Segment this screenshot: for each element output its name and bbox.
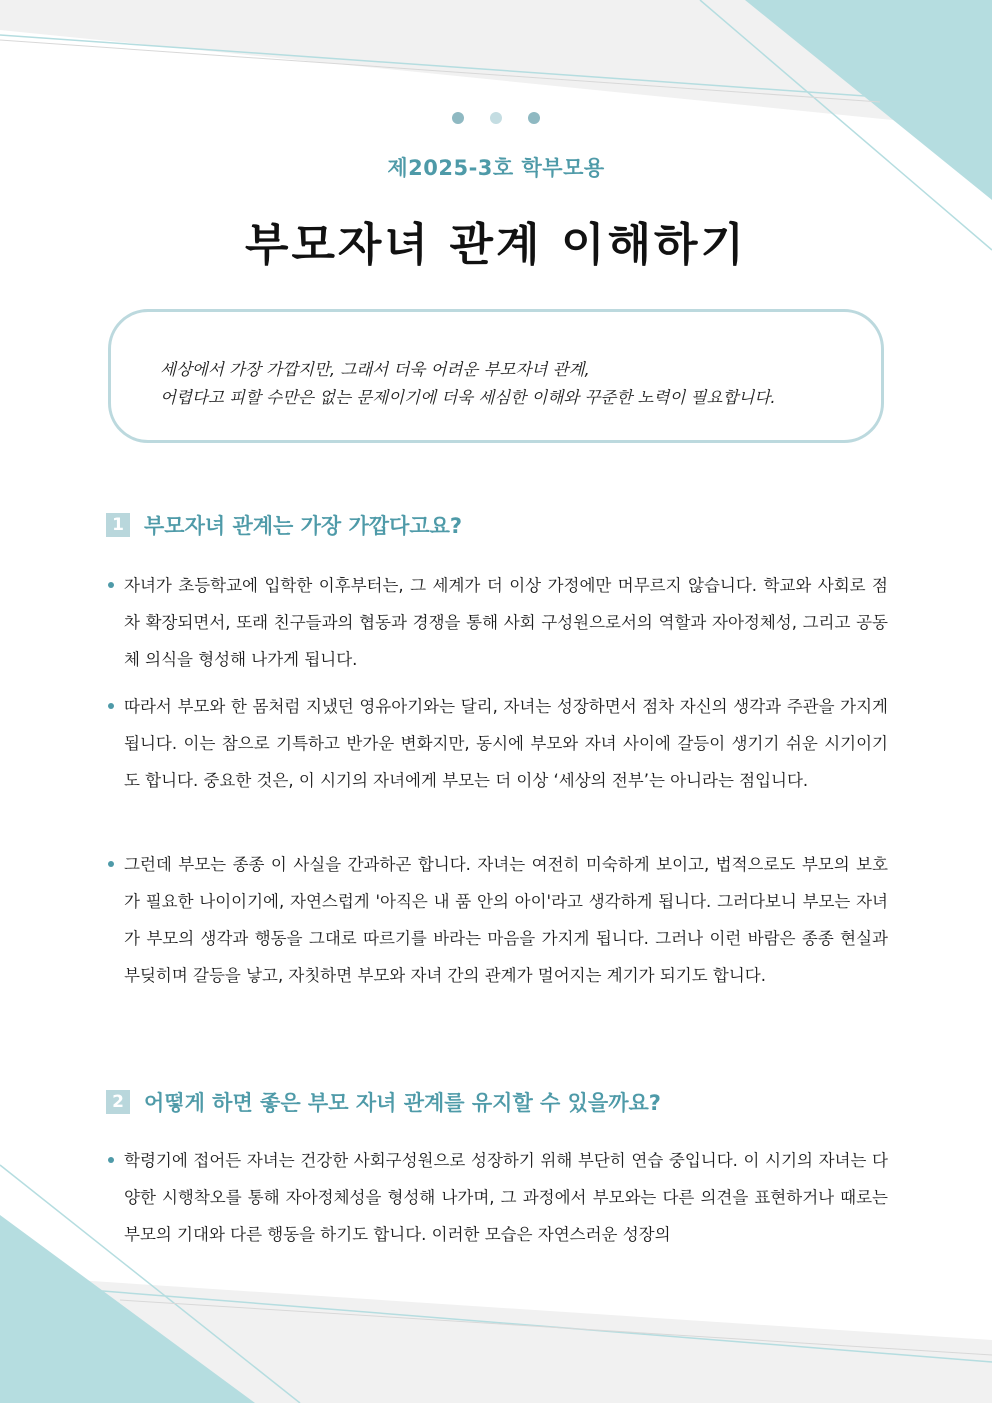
bullet-paragraph bbox=[108, 846, 888, 994]
intro-line: 세상에서 가장 가깝지만, 그래서 더욱 어려운 부모자녀 관계, bbox=[160, 360, 590, 379]
bullet-icon bbox=[108, 1157, 114, 1163]
dot-icon bbox=[528, 112, 540, 124]
section-number-badge: 2 bbox=[106, 1090, 130, 1114]
intro-line: 어렵다고 피할 수만은 없는 문제이기에 더욱 세심한 이해와 꾸준한 노력이 필요합니다. bbox=[160, 388, 776, 407]
bullet-icon bbox=[108, 703, 114, 709]
bullet-paragraph bbox=[108, 688, 888, 799]
section-title: 부모자녀 관계는 가장 가깝다고요? bbox=[144, 514, 463, 538]
paragraph-text: 학령기에 접어든 자녀는 건강한 사회구성원으로 성장하기 위해 부단히 연습 중입니다. 이 시기의 자녀는 다양한 시행착오를 통해 자아정체성을 형성해 나가며, 그 과정에서 부모와는 다른 의견을 표현하거나 때로는 부모의 기대와 다른 행동을 하기도 합니다. 이러한 모습은 자연스러운 성장의 bbox=[124, 1151, 888, 1244]
page-title: 부모자녀 관계 이해하기 bbox=[244, 218, 748, 271]
decorative-dots bbox=[0, 109, 992, 128]
paragraph-text: 따라서 부모와 한 몸처럼 지냈던 영유아기와는 달리, 자녀는 성장하면서 점차 자신의 생각과 주관을 가지게 됩니다. 이는 참으로 기특하고 반가운 변화지만, 동시에 부모와 자녀 사이에 갈등이 생기기 쉬운 시기이기도 합니다. 중요한 것은, 이 시기의 자녀에게 부모는 더 이상 ‘세상의 전부’는 아니라는 점입니다. bbox=[124, 697, 888, 790]
section-title: 어떻게 하면 좋은 부모 자녀 관계를 유지할 수 있을까요? bbox=[144, 1091, 661, 1115]
issue-label: 제2025-3호 학부모용 bbox=[387, 156, 605, 180]
dot-icon bbox=[452, 112, 464, 124]
bullet-paragraph bbox=[108, 567, 888, 678]
bullet-icon bbox=[108, 861, 114, 867]
bullet-paragraph bbox=[108, 1142, 888, 1253]
bullet-icon bbox=[108, 582, 114, 588]
section-number-badge: 1 bbox=[106, 513, 130, 537]
dot-icon bbox=[490, 112, 502, 124]
paragraph-text: 자녀가 초등학교에 입학한 이후부터는, 그 세계가 더 이상 가정에만 머무르지 않습니다. 학교와 사회로 점차 확장되면서, 또래 친구들과의 협동과 경쟁을 통해 사회 구성원으로서의 역할과 자아정체성, 그리고 공동체 의식을 형성해 나가게 됩니다. bbox=[124, 576, 888, 669]
paragraph-text: 그런데 부모는 종종 이 사실을 간과하곤 합니다. 자녀는 여전히 미숙하게 보이고, 법적으로도 부모의 보호가 필요한 나이이기에, 자연스럽게 '아직은 내 품 안의 아이'라고 생각하게 됩니다. 그러다보니 부모는 자녀가 부모의 생각과 행동을 그대로 따르기를 바라는 마음을 가지게 됩니다. 그러나 이런 바람은 종종 현실과 부딪히며 갈등을 낳고, 자칫하면 부모와 자녀 간의 관계가 멀어지는 계기가 되기도 합니다. bbox=[124, 855, 888, 985]
